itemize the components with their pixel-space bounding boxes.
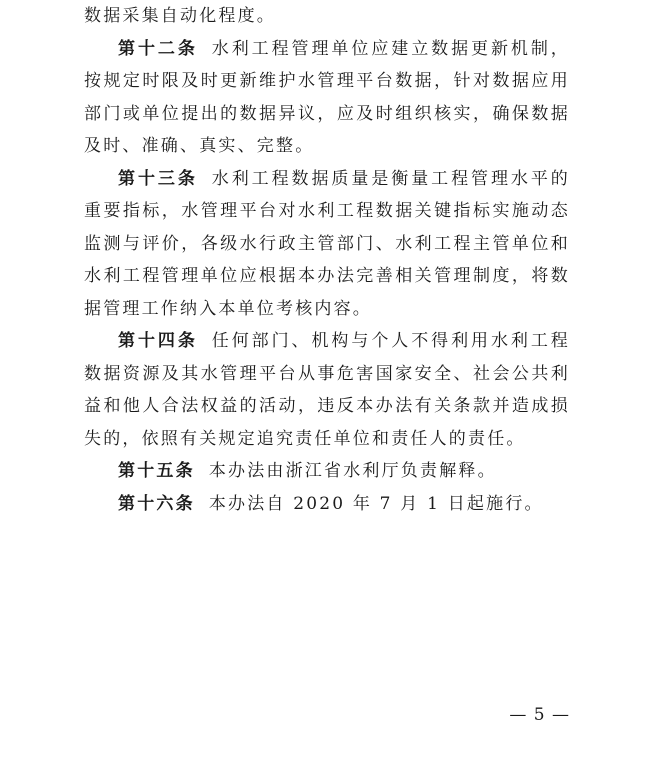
article-text: 水利工程管理单位应建立数据更新机制，按规定时限及时更新维护水管理平台数据，针对数据应用部门或单位提出的数据异议，应及时组织核实，确保数据及时、准确、真实、完整。 [84,38,570,156]
article-13 [84,163,570,326]
article-number: 第十六条 [118,493,195,514]
article-16 [84,488,570,521]
article-text: 水利工程数据质量是衡量工程管理水平的重要指标，水管理平台对水利工程数据关键指标实施动态监测与评价，各级水行政主管部门、水利工程主管单位和水利工程管理单位应根据本办法完善相关管理制度，将数据管理工作纳入本单位考核内容。 [84,168,570,319]
article-text: 本办法由浙江省水利厅负责解释。 [208,461,497,481]
article-12 [84,33,570,163]
article-number: 第十四条 [118,331,198,351]
article-14 [84,325,570,455]
article-text: 任何部门、机构与个人不得利用水利工程数据资源及其水管理平台从事危害国家安全、社会公共利益和他人合法权益的活动，违反本办法有关条款并造成损失的，依照有关规定追究责任单位和责任人的责任。 [84,331,570,449]
article-15 [84,455,570,488]
document-body [84,0,570,520]
article-number: 第十二条 [118,38,198,59]
continuation-text: 数据采集自动化程度。 [84,6,276,26]
page-number: — 5 — [509,705,570,725]
continuation-paragraph [84,0,570,33]
article-number: 第十三条 [118,168,198,189]
article-number: 第十五条 [118,461,195,481]
article-text: 本办法自 2020 年 7 月 1 日起施行。 [208,493,544,514]
